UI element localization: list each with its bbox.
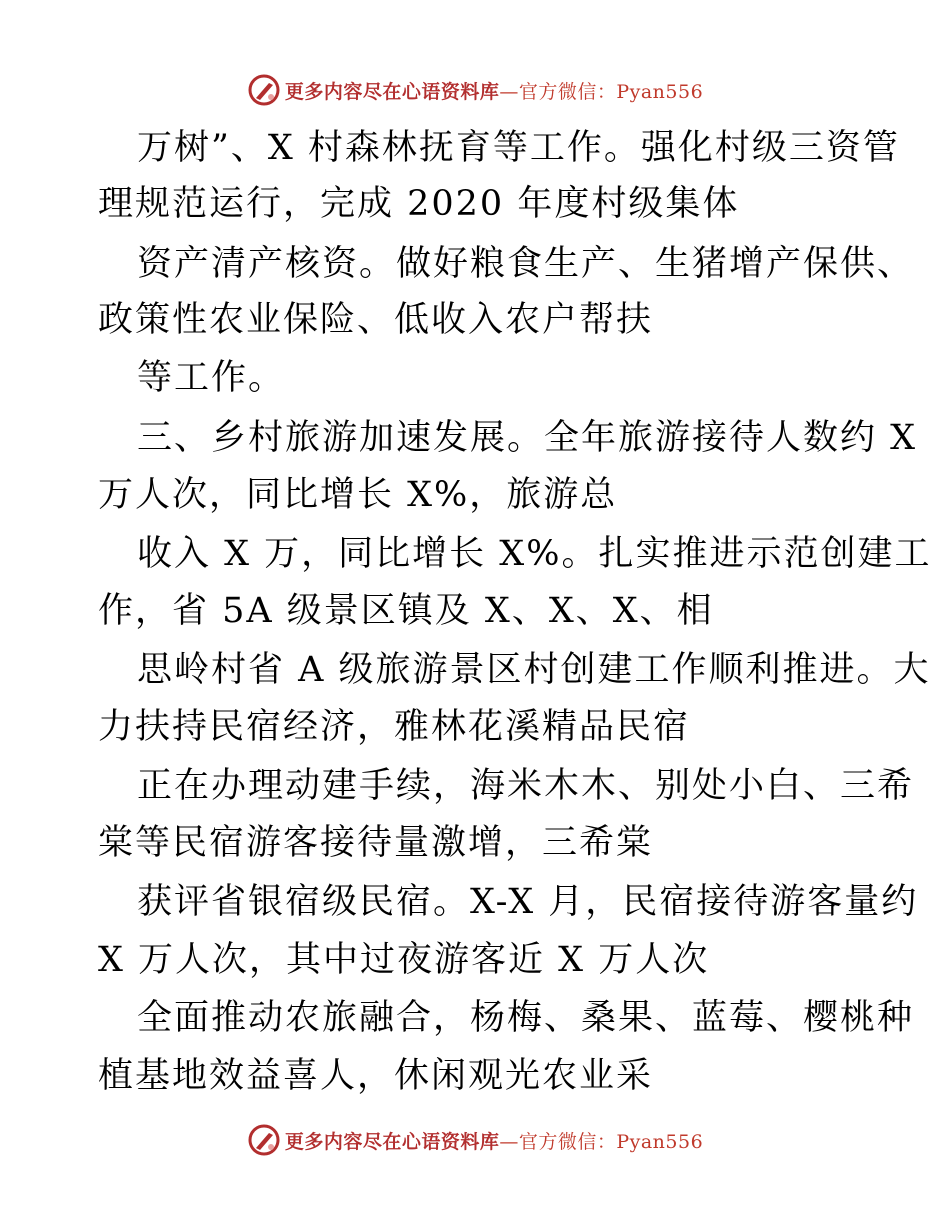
text-line: 万人次，同比增长 X%，旅游总 bbox=[98, 475, 618, 515]
watermark-text: 更多内容尽在心语资料库—官方微信：Pyan556 bbox=[284, 80, 704, 103]
text-line: 思岭村省 A 级旅游景区村创建工作顺利推进。大 bbox=[137, 650, 931, 690]
text-line: 理规范运行，完成 2020 年度村级集体 bbox=[98, 184, 740, 224]
text-line: 三、乡村旅游加速发展。全年旅游接待人数约 X bbox=[137, 418, 918, 458]
text-line: 政策性农业保险、低收入农户帮扶 bbox=[98, 300, 654, 340]
text-line: 棠等民宿游客接待量激增，三希棠 bbox=[98, 823, 654, 863]
text-line: 获评省银宿级民宿。X-X 月，民宿接待游客量约 bbox=[137, 882, 919, 922]
text-line: 万树”、X 村森林抚育等工作。强化村级三资管 bbox=[137, 128, 900, 168]
text-line: 力扶持民宿经济，雅林花溪精品民宿 bbox=[98, 707, 691, 747]
watermark-logo-icon bbox=[247, 1123, 281, 1157]
text-line: 全面推动农旅融合，杨梅、桑果、蓝莓、樱桃种 bbox=[137, 998, 915, 1038]
text-line: 作，省 5A 级景区镇及 X、X、X、相 bbox=[98, 591, 714, 631]
watermark-logo-icon bbox=[247, 73, 281, 107]
text-line: 正在办理动建手续，海米木木、别处小白、三希 bbox=[137, 766, 915, 806]
text-line: 植基地效益喜人，休闲观光农业采 bbox=[98, 1056, 654, 1096]
watermark-text: 更多内容尽在心语资料库—官方微信：Pyan556 bbox=[284, 1130, 704, 1153]
text-line: 收入 X 万，同比增长 X%。扎实推进示范创建工 bbox=[137, 534, 932, 574]
text-line: 资产清产核资。做好粮食生产、生猪增产保供、 bbox=[137, 244, 915, 284]
watermark-footer bbox=[0, 1122, 950, 1158]
watermark-header bbox=[0, 72, 950, 108]
text-line: 等工作。 bbox=[137, 358, 286, 398]
text-line: X 万人次，其中过夜游客近 X 万人次 bbox=[98, 940, 710, 980]
